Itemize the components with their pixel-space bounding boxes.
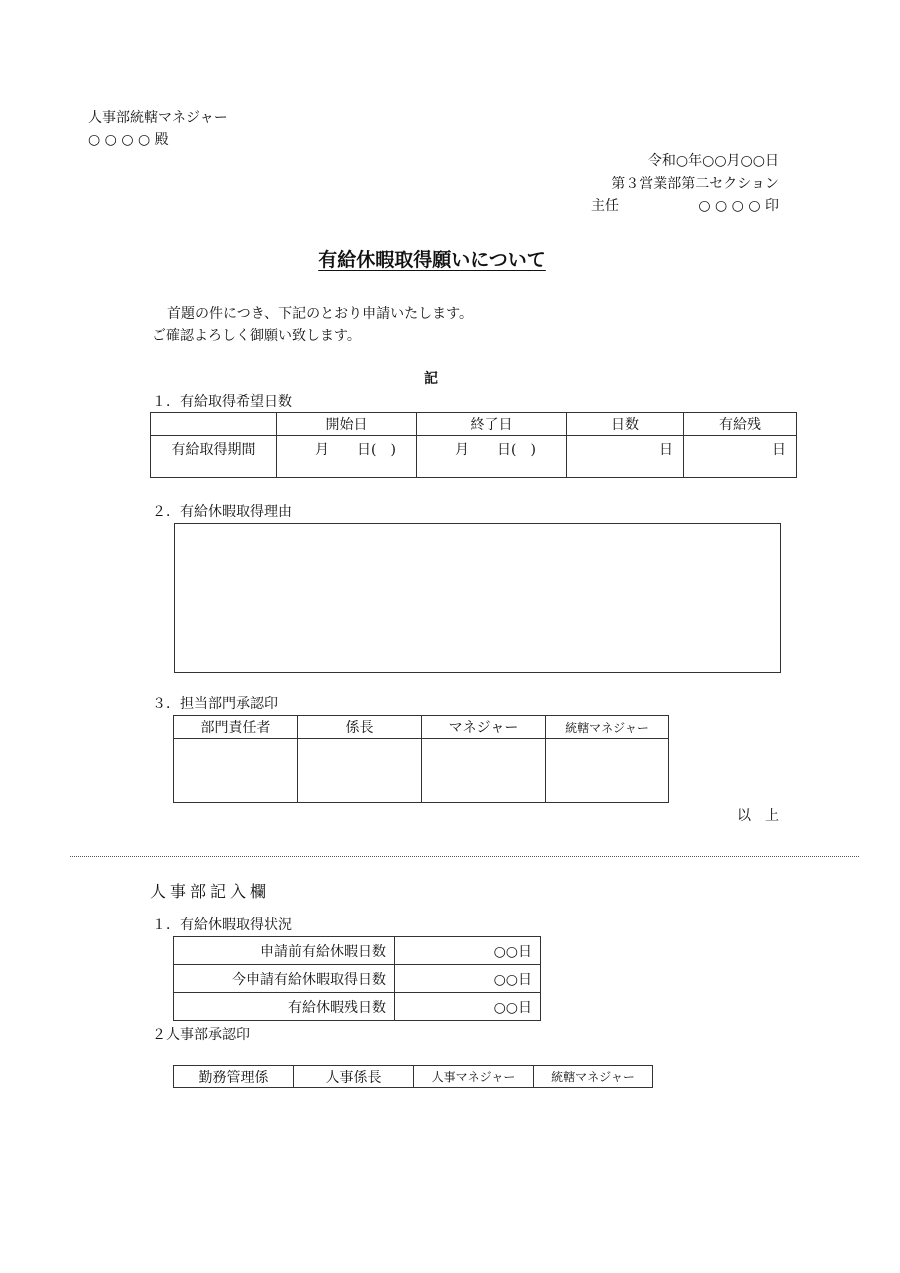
status-label-before: 申請前有給休暇日数 <box>174 937 395 965</box>
leave-period-table <box>150 412 797 478</box>
approval-header-general-manager: 統轄マネジャー <box>546 716 669 739</box>
hr-status-table <box>173 936 541 1021</box>
sender-name: ○ ○ ○ ○ 印 <box>698 198 779 214</box>
stamp-cell-manager[interactable] <box>422 739 546 803</box>
dept-approval-table <box>173 715 669 803</box>
recipient-dept: 人事部統轄マネジャー <box>88 110 228 126</box>
section3-heading: ３．担当部門承認印 <box>152 696 278 712</box>
section1-heading: １．有給取得希望日数 <box>152 394 292 410</box>
start-date-field[interactable]: 月 日( ) <box>277 436 417 478</box>
header-remaining: 有給残 <box>684 413 797 436</box>
hr-approval-table <box>173 1065 653 1088</box>
status-label-remaining: 有給休暇残日数 <box>174 993 395 1021</box>
end-date-field[interactable]: 月 日( ) <box>417 436 567 478</box>
reason-textarea[interactable] <box>174 523 781 673</box>
stamp-cell-chief[interactable] <box>298 739 422 803</box>
hr-approval-hr-chief[interactable]: 人事係長 <box>294 1066 414 1088</box>
closing-text: 以 上 <box>737 808 779 824</box>
stamp-cell-general-manager[interactable] <box>546 739 669 803</box>
document-title: 有給休暇取得願いについて <box>318 249 546 271</box>
remaining-field[interactable]: 日 <box>684 436 797 478</box>
body-line-1: 首題の件につき、下記のとおり申請いたします。 <box>167 306 474 322</box>
approval-header-chief: 係長 <box>298 716 422 739</box>
dotted-separator <box>70 856 859 857</box>
recipient-name: ○ ○ ○ ○ 殿 <box>88 132 169 148</box>
status-value-this-request[interactable]: ○○日 <box>395 965 541 993</box>
header-start-date: 開始日 <box>277 413 417 436</box>
hr-section-heading: 人事部記入欄 <box>150 882 271 901</box>
header-end-date: 終了日 <box>417 413 567 436</box>
section2-heading: ２．有給休暇取得理由 <box>152 504 292 520</box>
body-line-2: ご確認よろしく御願い致します。 <box>152 328 361 344</box>
approval-header-manager: マネジャー <box>422 716 546 739</box>
status-label-this-request: 今申請有給休暇取得日数 <box>174 965 395 993</box>
days-field[interactable]: 日 <box>567 436 684 478</box>
status-value-before[interactable]: ○○日 <box>395 937 541 965</box>
row-label-period: 有給取得期間 <box>151 436 277 478</box>
hr-approval-hr-manager[interactable]: 人事マネジャー <box>414 1066 534 1088</box>
ki-label: 記 <box>424 371 438 387</box>
stamp-cell-dept-head[interactable] <box>174 739 298 803</box>
header-days: 日数 <box>567 413 684 436</box>
status-value-remaining[interactable]: ○○日 <box>395 993 541 1021</box>
sender-title: 主任 <box>591 198 619 214</box>
sender-department: 第３営業部第二セクション <box>611 176 779 192</box>
sender-date: 令和○年○○月○○日 <box>647 153 779 169</box>
hr-approval-work-admin[interactable]: 勤務管理係 <box>174 1066 294 1088</box>
hr-approval-general-manager[interactable]: 統轄マネジャー <box>534 1066 653 1088</box>
approval-header-dept-head: 部門責任者 <box>174 716 298 739</box>
hr-status-heading: １．有給休暇取得状況 <box>152 917 292 933</box>
leave-period-header-blank <box>151 413 277 436</box>
hr-approval-heading: ２人事部承認印 <box>152 1027 250 1043</box>
